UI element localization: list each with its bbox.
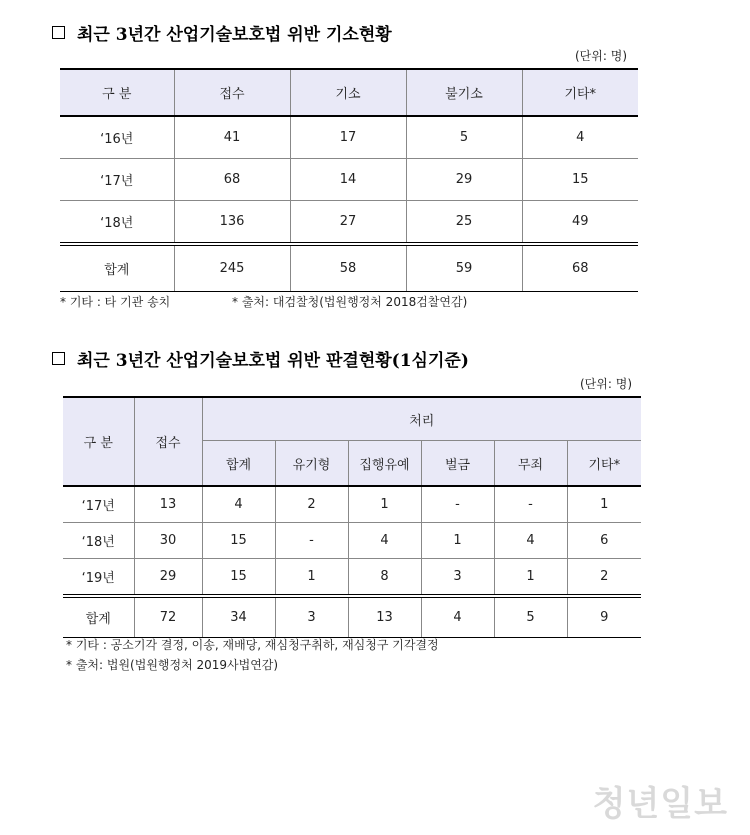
checkbox-square-icon: [52, 26, 65, 39]
table-cell: ‘16년: [60, 116, 174, 159]
table-cell: 59: [406, 244, 522, 292]
table-row: [60, 116, 638, 159]
table-cell: 136: [174, 201, 290, 245]
table-cell: ‘18년: [63, 523, 134, 559]
table-cell: -: [421, 486, 494, 523]
table-cell: 3: [421, 559, 494, 597]
section2-unit: (단위: 명): [580, 377, 632, 391]
table-cell: 41: [174, 116, 290, 159]
header-etc: 기타*: [522, 69, 638, 116]
table-cell: 1: [421, 523, 494, 559]
table-cell: 15: [522, 159, 638, 201]
subheader-etc: 기타*: [567, 441, 641, 487]
table-row: [60, 159, 638, 201]
table-row: [60, 201, 638, 245]
section2-title: 최근 3년간 산업기술보호법 위반 판결현황(1심기준): [77, 351, 469, 371]
table-cell: 72: [134, 596, 202, 638]
table-cell: 68: [174, 159, 290, 201]
table-cell: 14: [290, 159, 406, 201]
table-cell: 2: [567, 559, 641, 597]
table-cell: 1: [275, 559, 348, 597]
table-cell: ‘17년: [60, 159, 174, 201]
header-received: 접수: [134, 397, 202, 486]
header-received: 접수: [174, 69, 290, 116]
indictment-table: [60, 68, 638, 292]
section1-heading: [52, 20, 392, 45]
table-cell: 8: [348, 559, 421, 597]
table-cell: 245: [174, 244, 290, 292]
table-cell: 49: [522, 201, 638, 245]
table-cell: 4: [421, 596, 494, 638]
table-cell: 34: [202, 596, 275, 638]
table-cell: 합계: [60, 244, 174, 292]
table-header-row: [60, 69, 638, 116]
subheader-total: 합계: [202, 441, 275, 487]
table-cell: 5: [494, 596, 567, 638]
table-header-row: [63, 397, 641, 441]
table-cell: 6: [567, 523, 641, 559]
table-cell: 1: [348, 486, 421, 523]
table-cell: 5: [406, 116, 522, 159]
verdict-table: [63, 396, 641, 638]
table-row: [63, 486, 641, 523]
checkbox-square-icon: [52, 352, 65, 365]
header-not-indicted: 불기소: [406, 69, 522, 116]
table-cell: ‘18년: [60, 201, 174, 245]
table-cell: 68: [522, 244, 638, 292]
table-cell: 27: [290, 201, 406, 245]
table-cell: 1: [494, 559, 567, 597]
subheader-acquittal: 무죄: [494, 441, 567, 487]
table-cell: 4: [494, 523, 567, 559]
table-cell: 15: [202, 559, 275, 597]
section2-heading: [52, 346, 469, 371]
header-category: 구 분: [63, 397, 134, 486]
subheader-fine: 벌금: [421, 441, 494, 487]
header-category: 구 분: [60, 69, 174, 116]
table-cell: 25: [406, 201, 522, 245]
table-cell: 4: [348, 523, 421, 559]
table-cell: ‘17년: [63, 486, 134, 523]
section2-note-etc: * 기타 : 공소기각 결정, 이송, 재배당, 재심청구취하, 재심청구 기각결정: [66, 638, 439, 652]
table-cell: -: [494, 486, 567, 523]
table-cell: 합계: [63, 596, 134, 638]
table-total-row: [63, 596, 641, 638]
table-cell: 9: [567, 596, 641, 638]
header-processing: 처리: [202, 397, 641, 441]
header-indicted: 기소: [290, 69, 406, 116]
table-cell: 29: [134, 559, 202, 597]
table-cell: ‘19년: [63, 559, 134, 597]
table-cell: 30: [134, 523, 202, 559]
table-cell: 1: [567, 486, 641, 523]
section1-note-etc: * 기타 : 타 기관 송치: [60, 295, 171, 309]
table-cell: 3: [275, 596, 348, 638]
section1-title: 최근 3년간 산업기술보호법 위반 기소현황: [77, 25, 392, 45]
section1-note-source: * 출처: 대검찰청(법원행정처 2018검찰연감): [232, 295, 468, 309]
table-row: [63, 523, 641, 559]
table-cell: 2: [275, 486, 348, 523]
subheader-prison: 유기형: [275, 441, 348, 487]
table-cell: 58: [290, 244, 406, 292]
section2-note-source: * 출처: 법원(법원행정처 2019사법연감): [66, 658, 279, 672]
table-total-row: [60, 244, 638, 292]
subheader-probation: 집행유예: [348, 441, 421, 487]
watermark-logo: 청년일보: [592, 784, 728, 824]
table-cell: 29: [406, 159, 522, 201]
table-cell: 17: [290, 116, 406, 159]
table-cell: 13: [348, 596, 421, 638]
table-cell: -: [275, 523, 348, 559]
table-cell: 13: [134, 486, 202, 523]
table-row: [63, 559, 641, 597]
table-cell: 4: [522, 116, 638, 159]
section1-unit: (단위: 명): [575, 49, 627, 63]
table-cell: 4: [202, 486, 275, 523]
table-cell: 15: [202, 523, 275, 559]
